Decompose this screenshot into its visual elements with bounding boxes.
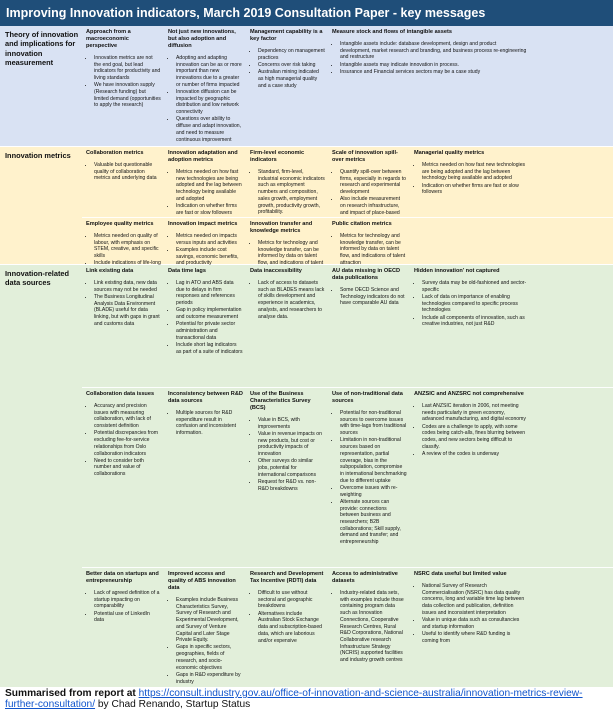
topic-title: Employee quality metrics [86, 221, 154, 227]
bullet-item: • Lack of data on importance of enabling technologies compared to specific process technologies [422, 294, 528, 314]
page-title: Improving Innovation indicators, March 2019 Consultation Paper - key messages [0, 0, 613, 26]
topic-title: Improved access and quality of ABS innovation data [168, 571, 236, 591]
topic-bullets [86, 55, 161, 109]
bullet-item: • Metrics for technology and knowledge transfer, can be informed by data on talent flow, and indications of talent [258, 240, 325, 265]
topic-cell [410, 265, 531, 387]
topic-bullets [250, 590, 325, 644]
topic-title [414, 221, 528, 228]
bullet-item: • Value in revenue impacts on new products, but cost or productivity impacts of innovation [258, 431, 325, 458]
bullet-item: • Metrics needed on impacts versus inputs and activities [176, 233, 243, 246]
topic-cell [82, 218, 164, 265]
topic-cell [82, 147, 164, 217]
topic-cell [328, 388, 410, 567]
section-subrow [82, 567, 613, 688]
bullet-item: • Intangible assets include: database development, design and product development, market research and branding, and business process re-engineering and restructure [340, 41, 528, 61]
bullet-item: • Metrics for technology and knowledge transfer, can be informed by data on talent flow, and indications of talent attraction [340, 233, 407, 265]
source-footer [0, 688, 613, 710]
topic-title: Collaboration metrics [86, 150, 144, 156]
bullet-item: • Adopting and adapting innovation can be as or more important than new innovations due to a greater or number of firms impacted [176, 55, 243, 89]
section-subrow [82, 217, 613, 265]
topic-cell [164, 218, 246, 265]
bullet-item: • Examples include Business Characteristics Survey, Survey of Research and Experimental Development, and Survey of Venture Capital and Later Stage Private Equity. [176, 597, 243, 644]
topic-bullets [168, 55, 243, 143]
bullet-item: • Value in unique data such as consultancies and startup information [422, 617, 528, 630]
topic-cell [82, 265, 164, 387]
section-subrow [82, 26, 613, 147]
bullet-item: • Gap in policy implementation and outcome measurement [176, 307, 243, 320]
topic-cell [246, 26, 328, 147]
metrics-section [0, 147, 613, 265]
bullet-item: • Accuracy and precision issues with measuring collaboration, with lack of consistent definition [94, 403, 161, 430]
topic-title: Not just new innovations, but also adoption and diffusion [168, 29, 236, 49]
data-sources-section [0, 265, 613, 688]
topic-bullets [168, 597, 243, 685]
topic-cell [246, 568, 328, 688]
bullet-item: • Link existing data, new data sources may not be needed [94, 280, 161, 293]
topic-bullets [168, 169, 243, 217]
bullet-item: • We have innovation supply (Research funding) but limited demand (opportunities to apply the research) [94, 82, 161, 109]
bullet-item: • Metrics needed on how fast new technologies are being adopted and the lag between technology being available and adopted [176, 169, 243, 203]
topic-cell [328, 147, 410, 217]
bullet-item: • Useful to identify where R&D funding is coming from [422, 631, 528, 644]
bullet-item: • Quantify spill-over between firms, especially in regards to research and experimental development [340, 169, 407, 196]
topic-cell [410, 147, 531, 217]
bullet-item: • National Survey of Research Commercialisation (NSRC) has data quality concerns, long and variable time lag between data collection and publication, definition issues and inconsistent interpretation [422, 583, 528, 617]
topic-cell [246, 265, 328, 387]
bullet-item: • Survey data may be old-fashioned and sector-specific [422, 280, 528, 293]
bullet-item: • Include indications of life-long [94, 260, 161, 265]
topic-cell [164, 568, 246, 688]
topic-title: Innovation transfer and knowledge metrics [250, 221, 313, 234]
topic-title: Use of the Business Characteristics Survey (BCS) [250, 391, 311, 411]
topic-cell [246, 388, 328, 567]
bullet-item: • Indication on whether firms are fast or slow followers [422, 183, 528, 196]
topic-title: Hidden innovation' not captured [414, 268, 500, 274]
topic-bullets [250, 240, 325, 265]
topic-title: Managerial quality metrics [414, 150, 485, 156]
bullet-item: • A review of the codes is underway [422, 451, 528, 458]
topic-bullets [168, 410, 243, 437]
bullet-item: • Gaps in specific sectors, geographies, fields of research, and socio-economic objectives [176, 644, 243, 671]
bullet-item: • Standard, firm-level, industrial economic indicators such as employment numbers and composition, sales growth, employment growth, productivity growth, profitability. [258, 169, 325, 216]
section-subrow [82, 265, 613, 387]
topic-title: Data time lags [168, 268, 206, 274]
topic-bullets [332, 590, 407, 664]
topic-bullets [86, 233, 161, 265]
topic-cell [246, 218, 328, 265]
bullet-item: • Request for R&D vs. non-R&D breakdowns [258, 479, 325, 492]
topic-cell [246, 147, 328, 217]
bullet-item: • Alternatives include Australian Stock Exchange data and subscription-based data, which are laborious and/or expensive [258, 611, 325, 645]
theory-section [0, 26, 613, 147]
bullet-item: • Questions over ability to diffuse and adapt innovation, and need to measure continuous improvement [176, 116, 243, 143]
bullet-item: • Codes are a challenge to apply, with some codes being catch-alls, fines blurring between codes, and new sectors being difficult to classify. [422, 424, 528, 451]
bullet-item: • Examples include cost savings, economic benefits, and productivity [176, 247, 243, 265]
bullet-item: • Need to consider both number and value of collaborations [94, 458, 161, 478]
topic-title: Link existing data [86, 268, 134, 274]
bullet-item: • Insurance and Financial services sectors may be a case study [340, 69, 528, 76]
topic-bullets [86, 590, 161, 624]
topic-bullets [414, 403, 528, 458]
topic-bullets [250, 48, 325, 89]
bullet-item: • Australian mining indicated as high managerial quality and a case study [258, 69, 325, 89]
bullet-item: • Metrics needed on how fast new technologies are being adopted and the lag between technology being available and adopted [422, 162, 528, 182]
topic-cell [164, 26, 246, 147]
topic-bullets [168, 280, 243, 355]
bullet-item: • Dependency on management practices [258, 48, 325, 61]
topic-bullets [332, 233, 407, 265]
topic-cell [82, 568, 164, 688]
topic-bullets [86, 403, 161, 478]
section-heading: Innovation-related data sources [5, 269, 70, 288]
topic-bullets [250, 169, 325, 217]
source-link-continued[interactable]: further-consultation/ [5, 699, 96, 710]
topic-title: Firm-level economic indicators [250, 150, 305, 163]
bullet-item: • Concerns over risk taking [258, 62, 325, 69]
bullet-item: • Multiple sources for R&D expenditure result in confusion and inconsistent information. [176, 410, 243, 437]
topic-cell [410, 568, 531, 688]
bullet-item: • Difficult to use without sectoral and geographic breakdowns [258, 590, 325, 610]
topic-title: Better data on startups and entrepreneurship [86, 571, 159, 584]
bullet-item: • Intangible assets may indicate innovation in process. [340, 62, 528, 69]
section-heading: Innovation metrics [5, 151, 71, 160]
bullet-item: • The Business Longitudinal Analysis Data Environment (BLADE) useful for data linking, but with gaps in grant and customs data [94, 294, 161, 328]
topic-cell [82, 388, 164, 567]
topic-title: ANZSIC and ANZSRC not comprehensive [414, 391, 524, 397]
bullet-item: • Limitation in non-traditional sources based on representation, partial coverage, bias in the subpopulation, compromise in international benchmarking due to different uptake [340, 437, 407, 484]
topic-cell [164, 147, 246, 217]
topic-title: Use of non-traditional data sources [332, 391, 403, 404]
bullet-item: • Some OECD Science and Technology indicators do not have comparable AU data [340, 287, 407, 307]
bullet-item: • Innovation diffusion can be impacted by geographic distribution and low network connectivity [176, 89, 243, 116]
bullet-item: • Value in BCS, with improvements [258, 417, 325, 430]
bullet-item: • Other surveys do similar jobs, potential for international comparisons [258, 458, 325, 478]
topic-title: Innovation impact metrics [168, 221, 238, 227]
topic-bullets [250, 280, 325, 320]
topic-cell [328, 568, 410, 688]
topic-title: Inconsistency between R&D data sources [168, 391, 243, 404]
topic-cell [82, 26, 164, 147]
topic-title: Public citation metrics [332, 221, 392, 227]
topic-bullets [414, 280, 528, 328]
topic-title: NSRC data useful but limited value [414, 571, 507, 577]
topic-title: AU data missing in OECD data publications [332, 268, 401, 281]
topic-bullets [332, 287, 407, 307]
bullet-item: • Include all components of innovation, such as creative industries, not just R&D [422, 315, 528, 328]
topic-bullets [414, 583, 528, 644]
bullet-item: • Industry-related data sets, with examples include those containing program data such as Innovation Connections, Cooperative Research Centres, Rural R&D Corporations, National Collaborative research Infrastructure Strategy (NCRIS) supported facilities and industry growth centres [340, 590, 407, 664]
topic-title: Access to administrative datasets [332, 571, 398, 584]
bullet-item: • Gaps in R&D expenditure by industry [176, 672, 243, 685]
bullet-item: • Overcome issues with re-weighting [340, 485, 407, 498]
bullet-item: • Metrics needed on quality of labour, with emphasis on STEM, creative, and specific skills [94, 233, 161, 260]
topic-bullets [250, 417, 325, 492]
topic-cell [164, 388, 246, 567]
bullet-item: • Lack of access to datasets such as BLADES means lack of skills development and experience in academics, analysts, and researchers to analyse data. [258, 280, 325, 320]
bullet-item: • Valuable but questionable quality of collaboration metrics and underlying data [94, 162, 161, 182]
bullet-item: • Potential for private sector administration and transactional data [176, 321, 243, 341]
topic-title: Measure stock and flows of intangible assets [332, 29, 452, 35]
bullet-item: • Potential discrepancies from excluding fee-for-service relationships from Oslo collaboration indicators [94, 430, 161, 457]
bullet-item: • Alternate sources can provide: connections between business and researchers; B2B collaborations; Skill supply, demand and transfer; and entrepreneurship [340, 499, 407, 546]
topic-bullets [86, 280, 161, 328]
topic-cell [410, 218, 531, 265]
section-subrow [82, 147, 613, 217]
bullet-item: • Potential for non-traditional sources to overcome issues with time-lags from traditional sources [340, 410, 407, 437]
topic-title: Data inaccessibility [250, 268, 302, 274]
bullet-item: • Innovation metrics are not the end goal, but lead indicators for productivity and living standards [94, 55, 161, 82]
bullet-item: • Lack of agreed definition of a startup impacting on comparability [94, 590, 161, 610]
footer-credit: by Chad Renando, Startup Status [97, 699, 251, 710]
topic-cell [328, 26, 531, 147]
bullet-item: • Potential use of LinkedIn data [94, 611, 161, 624]
bullet-item: • Last ANZSIC iteration in 2006, not meeting needs particularly in green economy, advanced manufacturing, and digital economy [422, 403, 528, 423]
topic-title: Scale of innovation spill-over metrics [332, 150, 398, 163]
topic-title: Collaboration data issues [86, 391, 155, 397]
topic-cell [328, 218, 410, 265]
topic-bullets [168, 233, 243, 265]
topic-bullets [86, 162, 161, 182]
source-link[interactable]: https://consult.industry.gov.au/office-of-innovation-and-science-australia/innovation-metrics-review- [138, 688, 583, 699]
topic-title: Management capability is a key factor [250, 29, 323, 42]
topic-cell [410, 388, 531, 567]
topic-bullets [332, 410, 407, 546]
topic-cell [164, 265, 246, 387]
section-subrow [82, 387, 613, 567]
bullet-item: • Also include measurement on research infrastructure, and impact of place-based [340, 196, 407, 217]
topic-bullets [332, 41, 528, 76]
topic-title: Research and Development Tax Incentive (RDTI) data [250, 571, 324, 584]
topic-title: Innovation adaptation and adoption metrics [168, 150, 238, 163]
bullet-item: • Indication on whether firms are fast or slow followers [176, 203, 243, 216]
topic-title: Approach from a macroeconomic perspective [86, 29, 131, 49]
topic-cell [328, 265, 410, 387]
bullet-item: • Lag in ATO and ABS data due to delays in firm responses and references periods [176, 280, 243, 307]
section-heading: Theory of innovation and implications for innovation measurement [5, 30, 79, 67]
footer-lead: Summarised from report at [5, 688, 136, 699]
topic-bullets [332, 169, 407, 217]
topic-bullets [414, 162, 528, 196]
bullet-item: • Include short lag indicators as part of a suite of indicators [176, 342, 243, 355]
